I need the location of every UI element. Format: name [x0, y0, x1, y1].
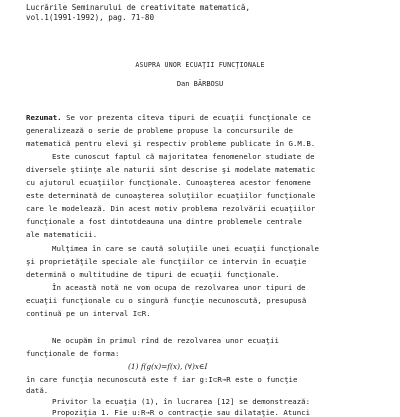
abstract-label: Rezumat. — [26, 113, 62, 122]
abstract-text-1: Se vor prezenta cîteva tipuri de ecuaţii funcţionale ce — [66, 113, 311, 122]
para6-line-2: Propoziţia 1. Fie u:R→R o contracţie sau dilataţie. Atunci — [52, 408, 311, 417]
para1-line-4: este determinată de cunoaşterea soluţiilor ecuaţiilor funcţionale — [26, 191, 316, 200]
para2-line-3: determină o multitudine de tipuri de ecuaţii funcţionale. — [26, 270, 280, 279]
para5-line-1: în care funcţia necunoscută este f iar g:I⊂R→R este o funcţie — [26, 375, 298, 384]
para4-line-2: funcţionale de forma: — [26, 349, 120, 358]
para1-line-3: cu ajutorul ecuaţiilor funcţionale. Cunoaşterea acestor fenomene — [26, 178, 311, 187]
para1-line-7: ale matematicii. — [26, 230, 98, 239]
para4-line-1: Ne ocupăm în primul rînd de rezolvarea unor ecuaţii — [52, 336, 279, 345]
para1-line-1: Este cunoscut faptul că majoritatea fenomenelor studiate de — [52, 152, 315, 161]
abstract-line-2: generalizează o serie de probleme propuse la concursurile de — [26, 126, 293, 135]
para3-line-2: ecuaţii funcţionale cu o singură funcţie necunoscută, presupusă — [26, 296, 307, 305]
paper-author: Dan BĂRBOSU — [176, 80, 224, 88]
para3-line-1: În această notă ne vom ocupa de rezolvarea unor tipuri de — [52, 283, 306, 292]
para5-line-2: dată. — [26, 386, 49, 395]
para2-line-2: şi proprietăţile speciale ale funcţiilor ce intervin în ecuaţie — [26, 257, 307, 266]
para1-line-6: funcţionale a fost dintotdeauna una dintre problemele centrale — [26, 217, 302, 226]
abstract-line-1 — [26, 113, 311, 122]
paper-title: ASUPRA UNOR ECUAŢII FUNCŢIONALE — [135, 61, 265, 69]
para3-line-3: continuă pe un interval I⊂R. — [26, 309, 151, 318]
abstract-line-3: matematică pentru elevi şi respectiv probleme publicate în G.M.B. — [26, 139, 316, 148]
equation-1: (1) f(g(x)=f(x), (∀)x∈I — [128, 362, 208, 371]
para1-line-2: diversele ştiinţe ale naturii sînt descrise şi modelate matematic — [26, 165, 316, 174]
header-line-2: vol.1(1991-1992), pag. 71-80 — [26, 13, 155, 22]
header-line-1: Lucrările Seminarului de creativitate matematică, — [26, 3, 251, 12]
para2-line-1: Mulţimea în care se caută soluţiile unei ecuaţii funcţionale — [52, 244, 319, 253]
para6-line-1: Privitor la ecuaţia (1), în lucrarea [12] se demonstrează: — [52, 397, 311, 406]
para1-line-5: care le modelează. Din acest motiv problema rezolvării ecuaţiilor — [26, 204, 316, 213]
